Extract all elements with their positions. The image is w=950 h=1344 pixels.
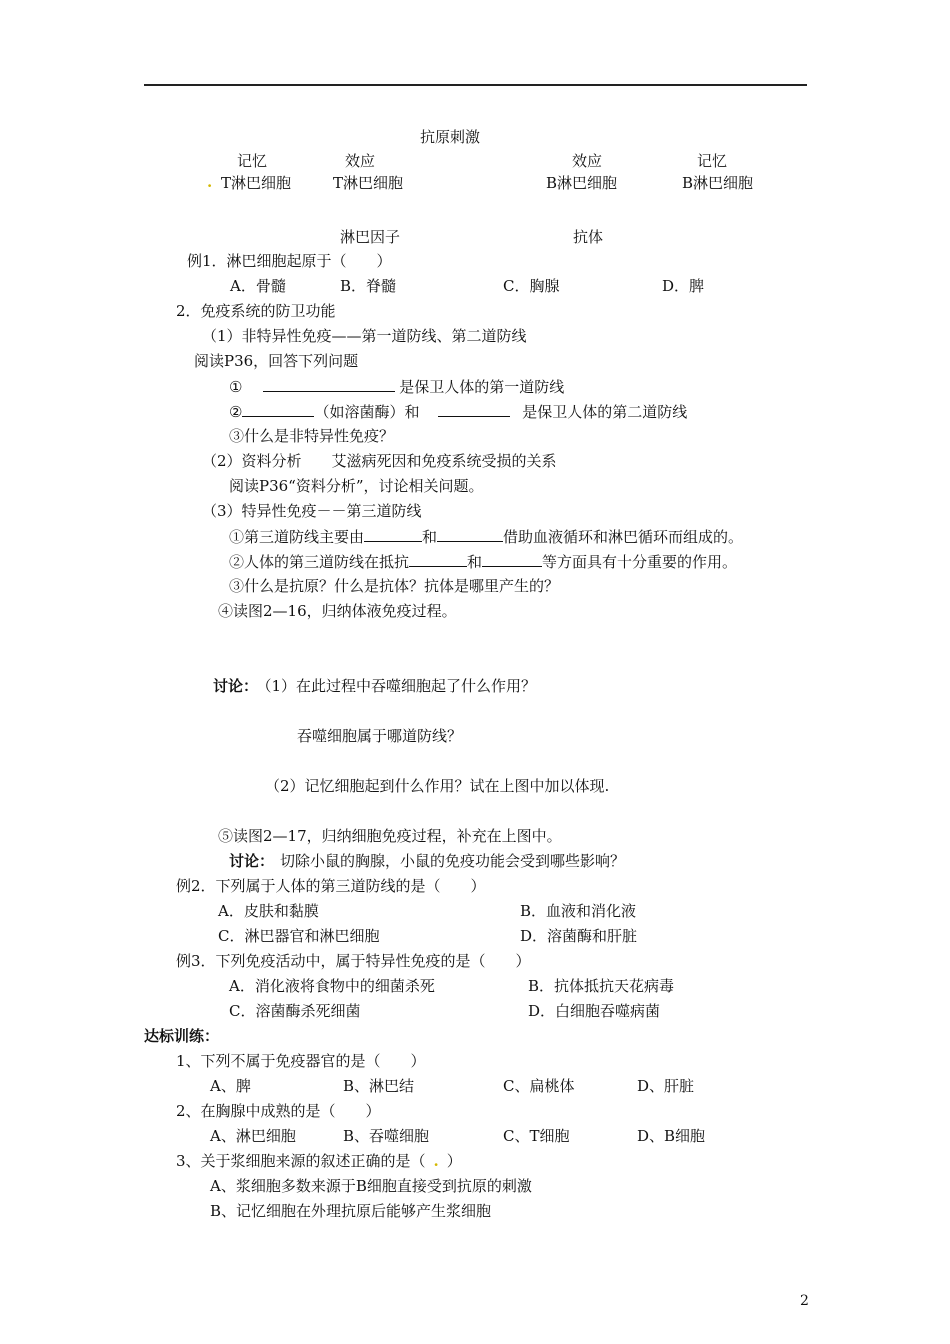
ex2-option-b: B．血液和消化液 xyxy=(520,902,637,920)
specific-3: ③什么是抗原？什么是抗体？抗体是哪里产生的？ xyxy=(229,577,560,595)
q2-number: ② xyxy=(229,403,243,421)
ex2-option-a: A．皮肤和黏膜 xyxy=(218,902,319,920)
ex1-option-c: C．胸腺 xyxy=(503,277,560,295)
diagram-effector-t: T淋巴细胞 xyxy=(333,174,404,192)
diagram-memory-b: B淋巴细胞 xyxy=(682,174,754,192)
question-3: ③什么是非特异性免疫？ xyxy=(229,427,395,445)
discussion-1-text: （1）在此过程中吞噬细胞起了什么作用？ xyxy=(264,677,537,695)
read-instruction-2: 阅读P36“资料分析”，讨论相关问题。 xyxy=(229,477,484,495)
section2-title: 2．免疫系统的防卫功能 xyxy=(176,302,336,320)
diagram-memory-left: 记忆 xyxy=(237,152,268,170)
diagram-antigen: 抗原刺激 xyxy=(420,128,481,146)
s1-text-c: 借助血液循环和淋巴循环而组成的。 xyxy=(503,528,744,546)
blank-3 xyxy=(438,402,510,417)
question-1-line xyxy=(229,377,564,396)
diagram-memory-right: 记忆 xyxy=(697,152,728,170)
blank-6 xyxy=(409,552,467,567)
diagram-effector-right: 效应 xyxy=(572,152,603,170)
discussion-1b: 吞噬细胞属于哪道防线？ xyxy=(297,727,463,745)
nonspecific-heading: （1）非特异性免疫——第一道防线、第二道防线 xyxy=(202,327,527,345)
ex3-question: 例3．下列免疫活动中，属于特异性免疫的是（ ） xyxy=(176,952,531,970)
s2-text-a: ②人体的第三道防线在抵抗 xyxy=(229,553,410,571)
ex3-option-d: D．白细胞吞噬病菌 xyxy=(528,1002,661,1020)
blank-4 xyxy=(364,527,422,542)
s1-text-a: ①第三道防线主要由 xyxy=(229,528,365,546)
training-q2: 2、在胸腺中成熟的是（ ） xyxy=(176,1102,381,1120)
specific-heading: （3）特异性免疫－－第三道防线 xyxy=(202,502,422,520)
s2-text-b: 和 xyxy=(467,553,483,571)
ex3-option-a: A．消化液将食物中的细菌杀死 xyxy=(229,977,435,995)
specific-1-line xyxy=(229,527,743,546)
discussion-3-text: 切除小鼠的胸腺，小鼠的免疫功能会受到哪些影响？ xyxy=(280,852,626,870)
training-q2-a: A、淋巴细胞 xyxy=(210,1127,296,1145)
specific-5: ⑤读图2—17，归纳细胞免疫过程，补充在上图中。 xyxy=(218,827,562,845)
ex3-option-c: C．溶菌酶杀死细菌 xyxy=(229,1002,361,1020)
training-q3-marker: . xyxy=(433,1152,439,1170)
blank-5 xyxy=(437,527,503,542)
diagram-antibody: 抗体 xyxy=(573,228,604,246)
q1-number: ① xyxy=(229,378,243,396)
diagram-marker: . xyxy=(207,173,213,191)
s1-text-b: 和 xyxy=(422,528,438,546)
training-q3 xyxy=(176,1152,462,1170)
training-q1-d: D、肝脏 xyxy=(637,1077,695,1095)
header-rule xyxy=(144,84,807,86)
training-q1-a: A、脾 xyxy=(210,1077,251,1095)
training-q3-close: ） xyxy=(446,1152,462,1170)
training-q2-b: B、吞噬细胞 xyxy=(343,1127,430,1145)
ex1-question: 例1．淋巴细胞起原于（ ） xyxy=(187,252,392,270)
training-q2-d: D、B细胞 xyxy=(637,1127,706,1145)
ex3-option-b: B．抗体抵抗天花病毒 xyxy=(528,977,675,995)
blank-1 xyxy=(263,377,395,392)
question-2-line xyxy=(229,402,687,421)
read-instruction-1: 阅读P36，回答下列问题 xyxy=(194,352,359,370)
diagram-effector-left: 效应 xyxy=(345,152,376,170)
discussion-3-label: 讨论： xyxy=(229,852,275,870)
discussion-2: （2）记忆细胞起到什么作用？试在上图中加以体现. xyxy=(265,777,610,795)
diagram-lymphokine: 淋巴因子 xyxy=(340,228,401,246)
blank-7 xyxy=(482,552,542,567)
training-q1-c: C、扁桃体 xyxy=(503,1077,575,1095)
specific-4: ④读图2—16，归纳体液免疫过程。 xyxy=(218,602,457,620)
blank-2 xyxy=(242,402,314,417)
ex1-option-a: A．骨髓 xyxy=(230,277,286,295)
analysis-heading: （2）资料分析 艾滋病死因和免疫系统受损的关系 xyxy=(202,452,557,470)
training-q1-b: B、淋巴结 xyxy=(343,1077,415,1095)
discussion-label: 讨论： xyxy=(213,677,259,695)
training-q3-text: 3、关于浆细胞来源的叙述正确的是（ xyxy=(176,1152,426,1170)
ex1-option-d: D．脾 xyxy=(662,277,705,295)
training-q2-c: C、T细胞 xyxy=(503,1127,570,1145)
discussion-1 xyxy=(213,677,536,695)
specific-2-line xyxy=(229,552,737,571)
s2-text-c: 等方面具有十分重要的作用。 xyxy=(542,553,738,571)
q2-text: 是保卫人体的第二道防线 xyxy=(522,403,688,421)
q2-mid: （如溶菌酶）和 xyxy=(314,403,420,421)
training-q3-b: B、记忆细胞在外理抗原后能够产生浆细胞 xyxy=(210,1202,492,1220)
q1-text: 是保卫人体的第一道防线 xyxy=(399,378,565,396)
diagram-effector-b: B淋巴细胞 xyxy=(546,174,618,192)
page-number: 2 xyxy=(800,1293,809,1309)
training-title: 达标训练： xyxy=(144,1027,220,1045)
ex2-option-d: D．溶菌酶和肝脏 xyxy=(520,927,638,945)
ex1-option-b: B．脊髓 xyxy=(340,277,397,295)
training-q1: 1、下列不属于免疫器官的是（ ） xyxy=(176,1052,426,1070)
discussion-3 xyxy=(229,852,625,870)
training-q3-a: A、浆细胞多数来源于B细胞直接受到抗原的刺激 xyxy=(210,1177,532,1195)
ex2-option-c: C．淋巴器官和淋巴细胞 xyxy=(218,927,380,945)
ex2-question: 例2．下列属于人体的第三道防线的是（ ） xyxy=(176,877,486,895)
diagram-memory-t: T淋巴细胞 xyxy=(221,174,292,192)
